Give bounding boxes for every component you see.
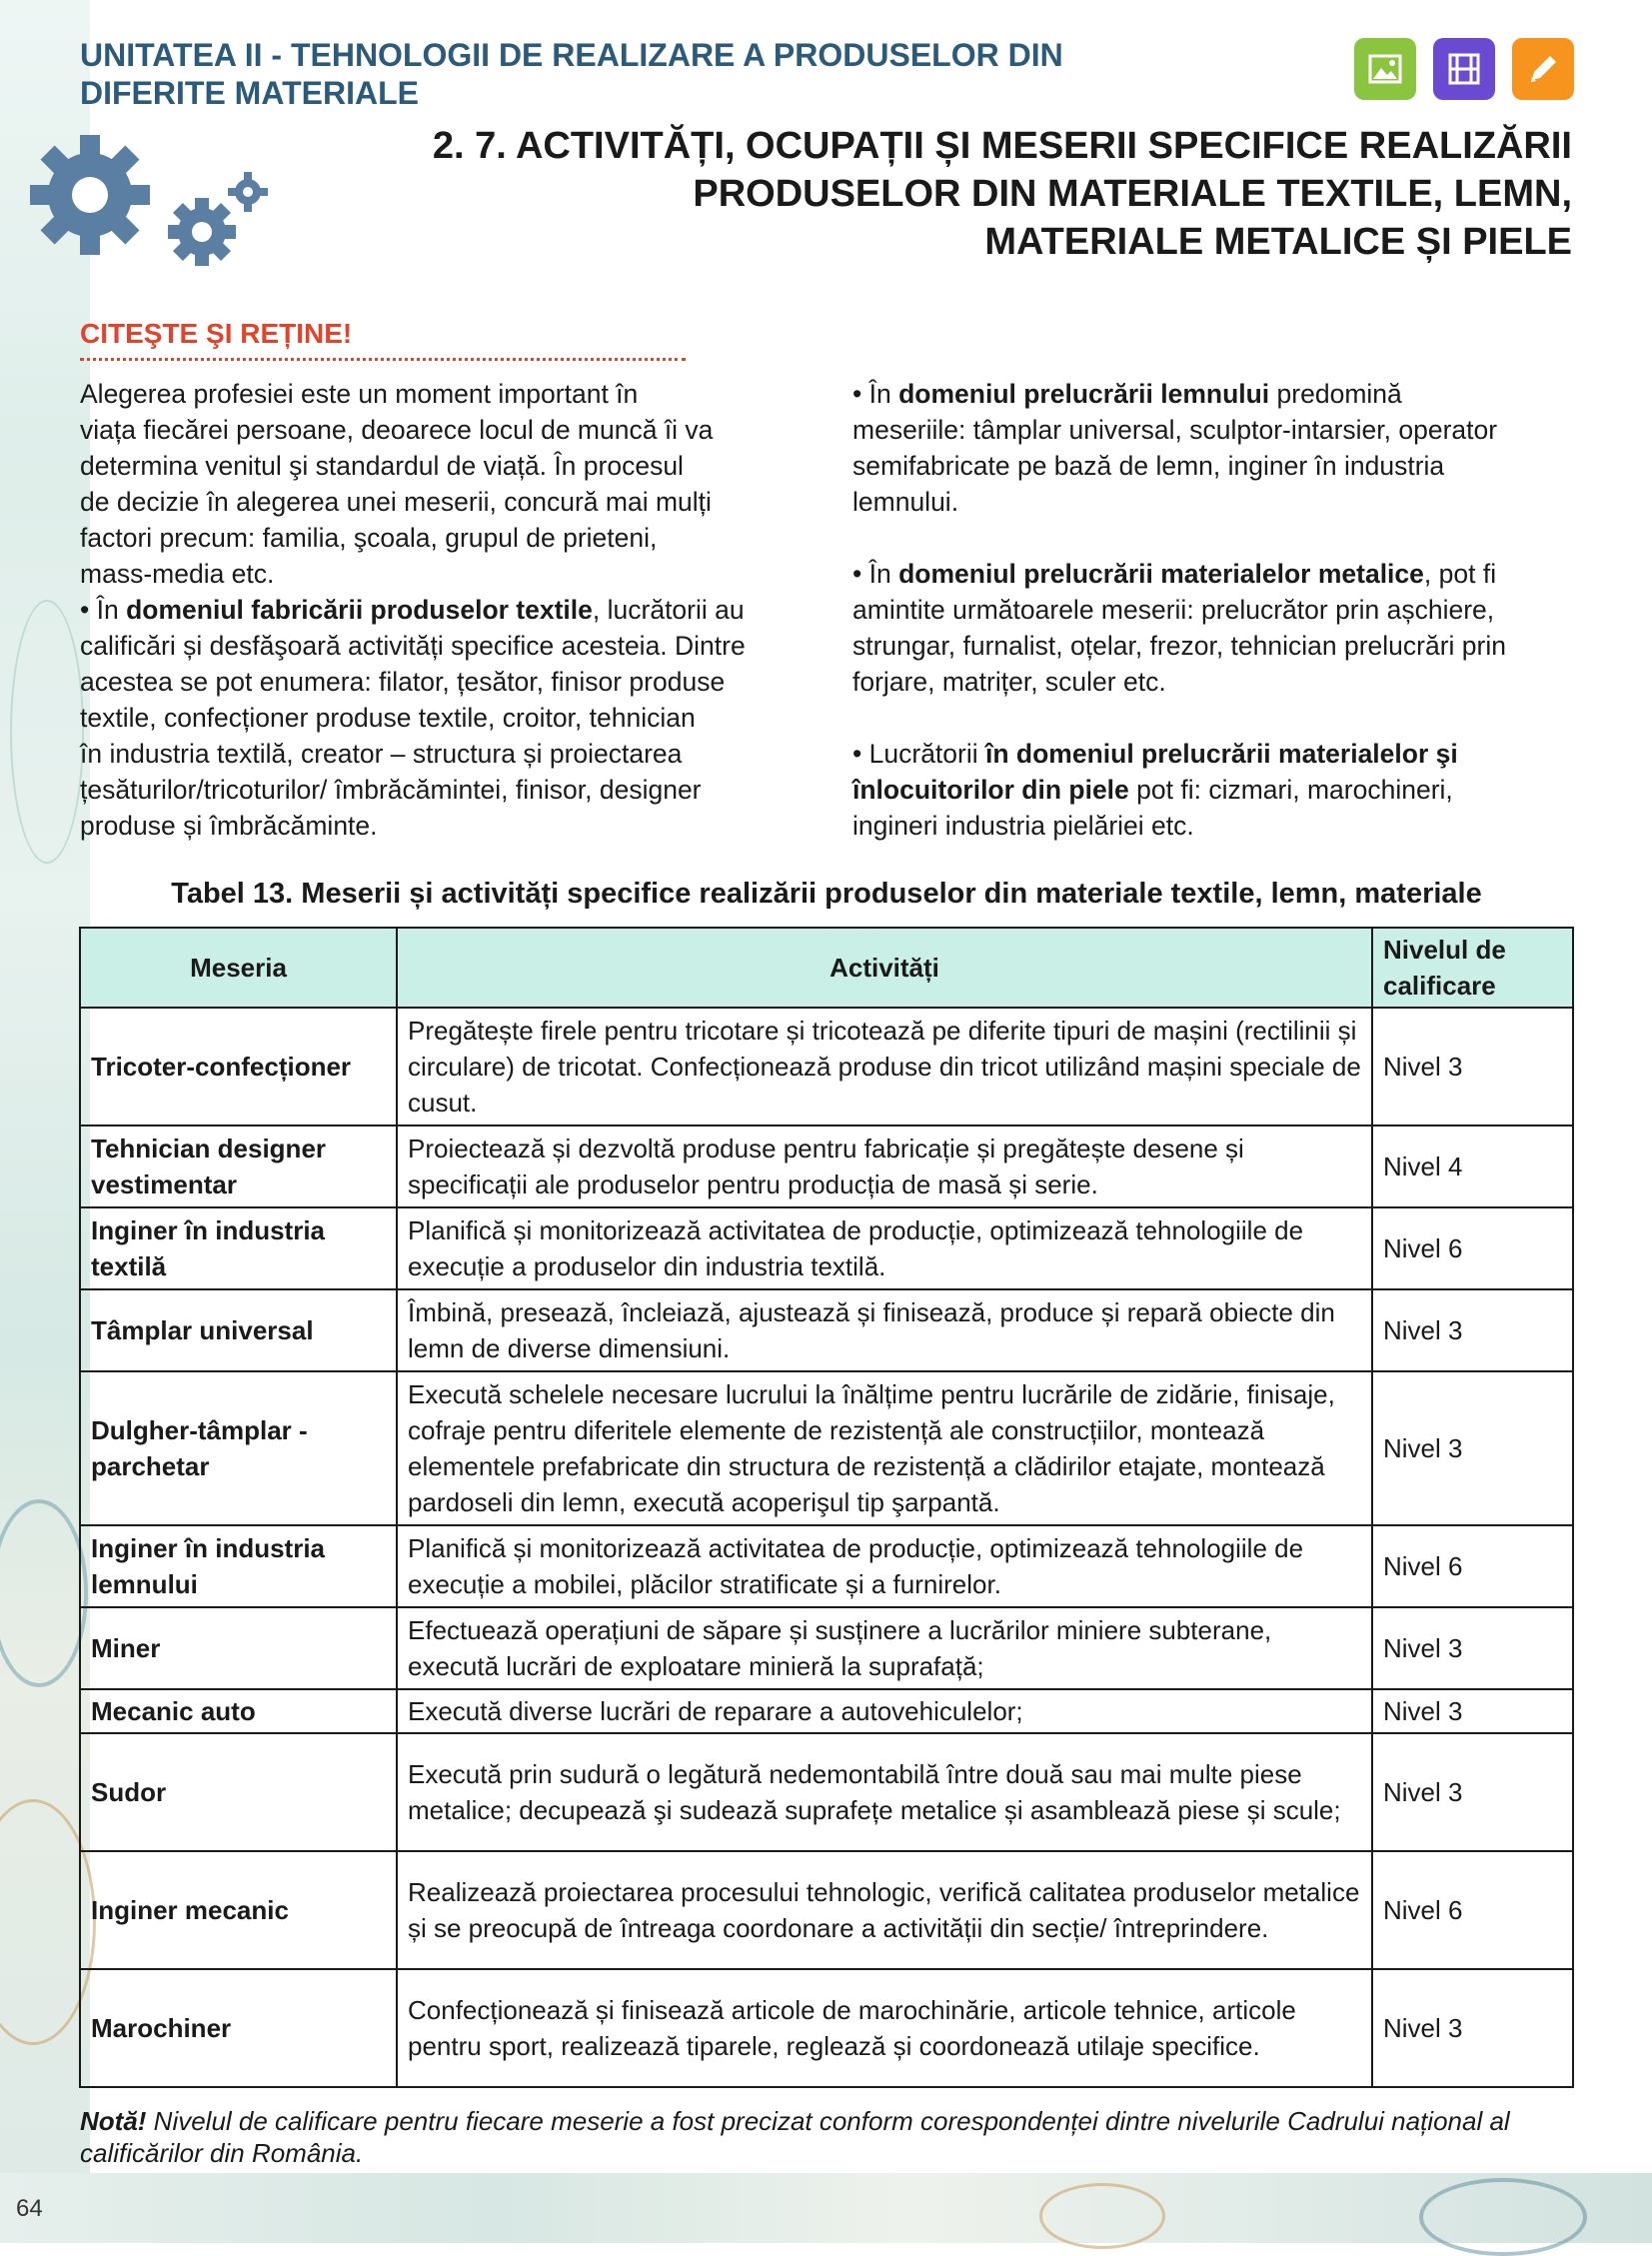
job-cell: Miner — [80, 1607, 397, 1689]
leather-domain-bold-2: înlocuitorilor din piele — [852, 775, 1129, 805]
leather-paragraph-second-line — [852, 772, 1582, 808]
footnote — [80, 2105, 1579, 2169]
intro-line: factori precum: familia, şcoala, grupul de prieteni, — [80, 523, 658, 553]
marble-vein — [0, 1499, 88, 1687]
footnote-text: Nivelul de calificare pentru fiecare meserie a fost precizat conform corespondenței dintre nivelurile Cadrului național al calificărilor din România. — [80, 2106, 1510, 2168]
unit-heading — [80, 36, 1079, 112]
job-cell: Tâmplar universal — [80, 1289, 397, 1371]
job-cell: Marochiner — [80, 1969, 397, 2087]
activity-cell: Efectuează operațiuni de săpare și susținere a lucrărilor miniere subterane, execută lucrări de exploatare minieră la suprafață; — [397, 1607, 1372, 1689]
level-cell: Nivel 3 — [1372, 1969, 1573, 2087]
activity-cell: Confecționează și finisează articole de marochinărie, articole tehnice, articole pentru sport, realizează tiparele, reglează și coordonează utilaje specifice. — [397, 1969, 1372, 2087]
activity-cell: Planifică și monitorizează activitatea de producție, optimizează tehnologiile de execuție a produselor din industria textilă. — [397, 1207, 1372, 1289]
leather-line: ingineri industria pielăriei etc. — [852, 811, 1194, 841]
metal-line: strungar, furnalist, oțelar, frezor, tehnician prelucrări prin — [852, 631, 1506, 661]
wood-rest: predomină — [1269, 379, 1402, 409]
wood-paragraph-first-line — [852, 376, 1582, 412]
table-row — [80, 1289, 1573, 1371]
bullet-prefix: • În — [852, 559, 899, 589]
paragraph-gap — [852, 700, 1582, 736]
metal-paragraph-first-line — [852, 556, 1582, 592]
table-row — [80, 1851, 1573, 1969]
textile-line: țesăturilor/tricoturilor/ îmbrăcămintei, finisor, designer — [80, 775, 702, 805]
job-cell: Mecanic auto — [80, 1689, 397, 1733]
paragraph-gap — [852, 520, 1582, 556]
level-cell: Nivel 6 — [1372, 1525, 1573, 1607]
textile-rest: , lucrătorii au — [592, 595, 745, 625]
table-row — [80, 1126, 1573, 1207]
activity-cell: Execută prin sudură o legătură nedemontabilă între două sau mai multe piese metalice; decupează şi sudează suprafețe metalice și asamblează piese și scule; — [397, 1733, 1372, 1851]
activity-cell: Îmbină, presează, încleiază, ajustează și finisează, produce și repară obiecte din lemn de diverse dimensiuni. — [397, 1289, 1372, 1371]
bullet-prefix: • În — [80, 595, 127, 625]
level-cell: Nivel 3 — [1372, 1289, 1573, 1371]
textile-paragraph-first-line — [80, 592, 820, 628]
bullet-prefix: • Lucrătorii — [852, 739, 985, 769]
section-title-line3: MATERIALE METALICE ȘI PIELE — [984, 221, 1572, 263]
textile-line: acestea se pot enumera: filator, țesător, finisor produse — [80, 667, 726, 697]
level-cell: Nivel 3 — [1372, 1733, 1573, 1851]
wood-domain-bold: domeniul prelucrării lemnului — [898, 379, 1270, 409]
table-row — [80, 1689, 1573, 1733]
job-cell: Inginer în industria textilă — [80, 1207, 397, 1289]
marble-background-bottom — [0, 2173, 1652, 2243]
table-row — [80, 1008, 1573, 1126]
header-activities: Activități — [397, 928, 1372, 1008]
wood-line: semifabricate pe bază de lemn, inginer în industria — [852, 451, 1445, 481]
activity-cell: Realizează proiectarea procesului tehnologic, verifică calitatea produselor metalice și se preocupă de întreaga coordonare a activității din secție/ întreprindere. — [397, 1851, 1372, 1969]
table-row — [80, 1207, 1573, 1289]
job-cell: Inginer mecanic — [80, 1851, 397, 1969]
table-row — [80, 1525, 1573, 1607]
gears-icon — [20, 120, 280, 300]
level-cell: Nivel 3 — [1372, 1008, 1573, 1126]
leather-domain-bold-1: în domeniul prelucrării materialelor şi — [985, 739, 1458, 769]
job-cell: Tricoter-confecționer — [80, 1008, 397, 1126]
job-cell: Dulgher-tâmplar - parchetar — [80, 1371, 397, 1525]
read-and-remember-label: CITEŞTE ŞI REȚINE! — [80, 318, 353, 349]
unit-heading-line2: DIFERITE MATERIALE — [80, 75, 419, 111]
intro-line: Alegerea profesiei este un moment important în — [80, 379, 639, 409]
intro-line: viața fiecărei persoane, deoarece locul de muncă îi va — [80, 415, 714, 445]
metal-line: forjare, matrițer, sculer etc. — [852, 667, 1166, 697]
activity-cell: Pregătește firele pentru tricotare și tricotează pe diferite tipuri de mașini (rectilinii și circulare) de tricotat. Confecționează produse din tricot utilizând mașini speciale de cusut. — [397, 1008, 1372, 1126]
header-job: Meseria — [80, 928, 397, 1008]
textile-domain-bold: domeniul fabricării produselor textile — [126, 595, 593, 625]
marble-vein — [10, 600, 84, 864]
activity-cell: Planifică și monitorizează activitatea de producție, optimizează tehnologiile de execuție a mobilei, plăcilor stratificate și a furnirelor. — [397, 1525, 1372, 1607]
pencil-icon-glyph — [1526, 52, 1560, 86]
table-header-row — [80, 928, 1573, 1008]
metal-line: amintite următoarele meserii: prelucrător prin așchiere, — [852, 595, 1495, 625]
unit-heading-line1: UNITATEA II - TEHNOLOGII DE REALIZARE A PRODUSELOR DIN — [80, 37, 1063, 73]
header-level: Nivelul de calificare — [1372, 928, 1573, 1008]
textile-line: produse și îmbrăcăminte. — [80, 811, 378, 841]
section-title — [393, 122, 1572, 266]
dotted-divider — [80, 358, 686, 361]
level-cell: Nivel 3 — [1372, 1371, 1573, 1525]
wood-line: lemnului. — [852, 487, 959, 517]
table-row — [80, 1969, 1573, 2087]
level-cell: Nivel 6 — [1372, 1851, 1573, 1969]
metal-domain-bold: domeniul prelucrării materialelor metalice — [898, 559, 1424, 589]
marble-vein — [1419, 2178, 1587, 2256]
table-row — [80, 1733, 1573, 1851]
level-cell: Nivel 3 — [1372, 1689, 1573, 1733]
activity-cell: Execută diverse lucrări de reparare a autovehiculelor; — [397, 1689, 1372, 1733]
footnote-label: Notă! — [80, 2106, 147, 2136]
level-cell: Nivel 6 — [1372, 1207, 1573, 1289]
activity-cell: Execută schelele necesare lucrului la înălțime pentru lucrările de zidărie, finisaje, cofraje pentru diferitele elemente de rezistență ale construcțiilor, montează elementele prefabricate din structura de rezistență a clădirilor etajate, montează pardoseli din lemn, execută acoperişul tip şarpantă. — [397, 1371, 1372, 1525]
table-row — [80, 1371, 1573, 1525]
film-icon[interactable] — [1433, 38, 1495, 100]
marble-background-left — [0, 0, 90, 2243]
intro-line: mass-media etc. — [80, 559, 275, 589]
job-cell: Sudor — [80, 1733, 397, 1851]
job-cell: Tehnician designer vestimentar — [80, 1126, 397, 1207]
textile-line: textile, confecționer produse textile, croitor, tehnician — [80, 703, 696, 733]
page-number: 64 — [16, 2195, 43, 2222]
bullet-prefix: • În — [852, 379, 899, 409]
intro-line: determina venitul şi standardul de viață. În procesul — [80, 451, 684, 481]
leather-rest: pot fi: cizmari, marochineri, — [1128, 775, 1453, 805]
left-text-column — [80, 376, 820, 844]
activity-cell: Proiectează și dezvoltă produse pentru fabricație și pregătește desene și specificații ale produselor pentru producția de masă și serie. — [397, 1126, 1372, 1207]
job-cell: Inginer în industria lemnului — [80, 1525, 397, 1607]
textile-line: în industria textilă, creator – structura și proiectarea — [80, 739, 683, 769]
table-row — [80, 1607, 1573, 1689]
section-title-line1: 2. 7. ACTIVITĂȚI, OCUPAȚII ȘI MESERII SPECIFICE REALIZĂRII — [432, 125, 1572, 167]
marble-vein — [1039, 2183, 1165, 2249]
textile-line: calificări și desfăşoară activități specifice acesteia. Dintre — [80, 631, 746, 661]
occupations-table — [79, 927, 1574, 2088]
pencil-icon[interactable] — [1512, 38, 1574, 100]
image-icon-glyph — [1368, 54, 1402, 84]
table-caption: Tabel 13. Meserii și activități specifice realizării produselor din materiale textile, lemn, materiale — [171, 878, 1482, 910]
metal-rest: , pot fi — [1423, 559, 1497, 589]
leather-paragraph-first-line — [852, 736, 1582, 772]
level-cell: Nivel 4 — [1372, 1126, 1573, 1207]
right-text-column — [852, 376, 1582, 844]
intro-line: de decizie în alegerea unei meserii, concură mai mulți — [80, 487, 712, 517]
level-cell: Nivel 3 — [1372, 1607, 1573, 1689]
wood-line: meseriile: tâmplar universal, sculptor-intarsier, operator — [852, 415, 1498, 445]
film-icon-glyph — [1447, 52, 1481, 86]
image-icon[interactable] — [1354, 38, 1416, 100]
section-title-line2: PRODUSELOR DIN MATERIALE TEXTILE, LEMN, — [693, 173, 1572, 215]
